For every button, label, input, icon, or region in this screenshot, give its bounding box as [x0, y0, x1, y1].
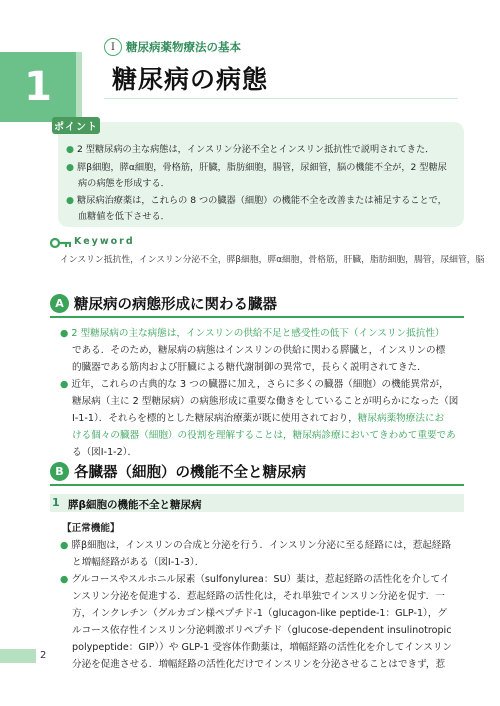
section-a-line: である．そのため，糖尿病の病態はインスリンの供給に関わる膵臓と，インスリンの標	[72, 345, 446, 356]
section-b-badge: B	[50, 462, 69, 481]
section-a-line: る（図Ⅰ-1-2）．	[72, 447, 138, 458]
bullet-icon: ●	[66, 144, 75, 155]
roman-numeral-badge: I	[104, 38, 122, 56]
chapter-number: 1	[24, 64, 52, 110]
section-b-line: ルコース依存性インスリン分泌刺激ポリペプチド（glucose-dependent insulinotropic	[72, 625, 452, 636]
bullet-icon: ●	[66, 195, 75, 206]
section-b-line: ● グルコースやスルホニル尿素（sulfonylurea：SU）薬は，惹起経路の活性化を介してイ	[60, 574, 450, 585]
page-title: 糖尿病の病態	[112, 65, 269, 94]
section-b-line: 方，インクレチン（グルカゴン様ペプチド-1（glucagon-like peptide-1：GLP-1），グ	[72, 608, 448, 619]
section-a-line: ● 2 型糖尿病の主な病態は，インスリンの供給不足と感受性の低下（インスリン抵抗性）	[60, 328, 445, 339]
point-line: ● 膵β細胞，膵α細胞，骨格筋，肝臓，脂肪細胞，腸管，尿細管，脳の機能不全が，2 型糖尿	[66, 162, 447, 173]
section-a-underline	[50, 316, 464, 318]
section-a-line: Ⅰ-1-1）．それらを標的とした糖尿病治療薬が既に使用されており，糖尿病薬物療法にお	[72, 413, 445, 424]
point-line: ● 2 型糖尿病の主な病態は，インスリン分泌不全とインスリン抵抗性で説明されてきた．	[66, 144, 435, 155]
point-line: 病の病態を形成する．	[78, 178, 170, 189]
section-b-title: 各臓器（細胞）の機能不全と糖尿病	[74, 465, 306, 481]
keyword-text: インスリン抵抗性，インスリン分泌不全，膵β細胞，膵α細胞，骨格筋，肝臓，脂肪細胞，腸管，尿細管，脳	[60, 255, 485, 265]
header-stripe	[76, 52, 82, 122]
section-b-line: と増幅経路がある（図Ⅰ-1-3）．	[72, 557, 205, 568]
key-icon	[50, 236, 72, 250]
bullet-icon: ●	[60, 574, 69, 585]
section-b-line: polypeptide：GIP））や GLP-1 受容体作動薬は，増幅経路の活性化を介してインスリン	[72, 642, 453, 653]
page-number-bar	[0, 649, 36, 663]
normal-function-label: 【正常機能】	[62, 523, 120, 534]
section-a-badge: A	[50, 294, 69, 313]
keyword-label: Keyword	[74, 236, 135, 247]
section-b-line: ンスリン分泌を促進する．惹起経路の活性化は，それ単独でインスリン分泌を促す．一	[72, 591, 445, 602]
bullet-icon: ●	[60, 540, 69, 551]
section-a-title: 糖尿病の病態形成に関わる臓器	[74, 297, 277, 313]
point-line: 血糖値を低下させる．	[78, 211, 170, 222]
subsection-title: 膵β細胞の機能不全と糖尿病	[68, 499, 202, 511]
page-number: 2	[40, 650, 47, 661]
point-line: ● 糖尿病治療薬は，これらの 8 つの臓器（細胞）の機能不全を改善または補足することで，	[66, 195, 447, 206]
section-b-underline	[50, 484, 464, 486]
section-a-line: 糖尿病（主に 2 型糖尿病）の病態形成に重要な働きをしていることが明らかになった（図	[72, 396, 459, 407]
section-a-line: 的臓器である筋肉および肝臓による糖代謝制御の異常で，長らく説明されてきた．	[72, 362, 427, 373]
bullet-icon: ●	[66, 162, 75, 173]
section-b-line: ● 膵β細胞は，インスリンの合成と分泌を行う．インスリン分泌に至る経路には，惹起経路	[60, 540, 452, 551]
bullet-icon: ●	[60, 328, 69, 339]
section-b-line: 分泌を促進させる．増幅経路の活性化だけでインスリンを分泌させることはできず，惹	[72, 659, 446, 670]
subsection-number: 1	[52, 496, 60, 509]
point-label: ポイント	[52, 117, 100, 134]
section-subtitle: 糖尿病薬物療法の基本	[126, 40, 241, 54]
section-a-line: ける個々の臓器（細胞）の役割を理解することは，糖尿病診療においてきわめて重要であ	[72, 430, 456, 441]
section-a-line: ● 近年，これらの古典的な 3 つの臓器に加え，さらに多くの臓器（細胞）の機能異常が，	[60, 379, 449, 390]
bullet-icon: ●	[60, 379, 69, 390]
header-divider	[104, 98, 458, 99]
